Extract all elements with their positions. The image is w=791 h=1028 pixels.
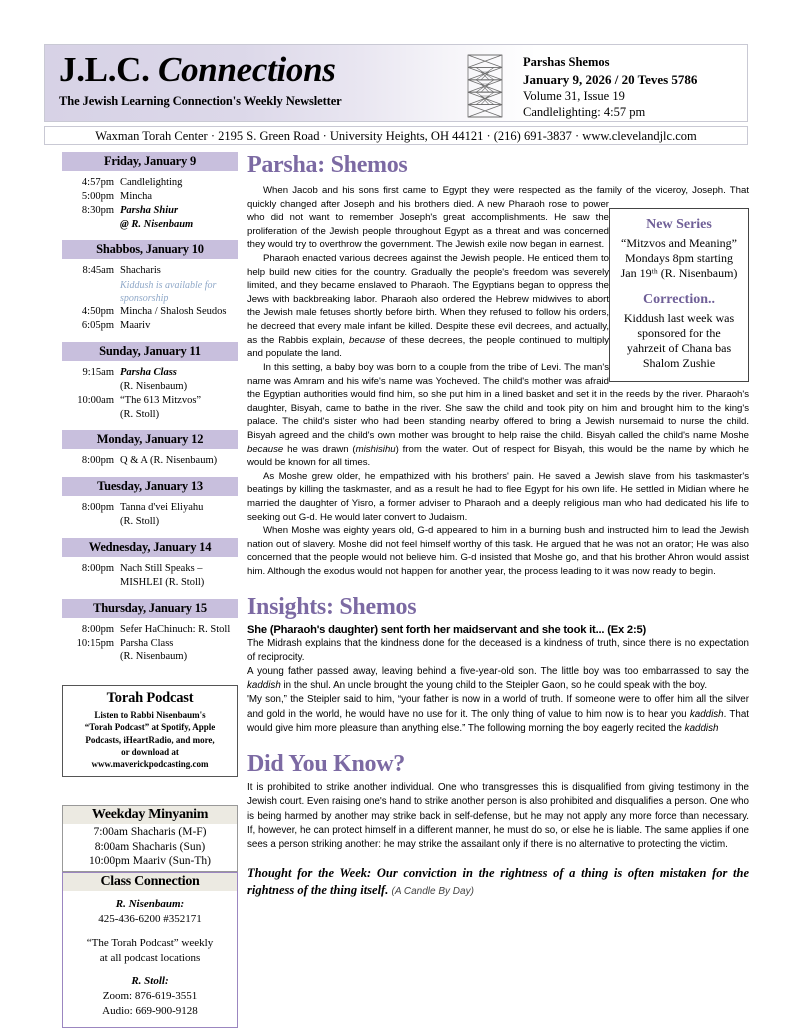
schedule-event xyxy=(62,319,238,333)
hourglass-stack-icon xyxy=(459,51,511,121)
schedule-event-time: 10:15pm xyxy=(76,637,114,649)
schedule-day-body xyxy=(62,171,238,240)
masthead-right xyxy=(523,54,753,121)
correction-lines xyxy=(615,311,743,371)
class-connection-entries xyxy=(63,891,237,1027)
schedule-day-header: Thursday, January 15 xyxy=(62,599,238,618)
schedule-event xyxy=(62,576,238,590)
schedule-event xyxy=(62,562,238,576)
candlelighting-time: Candlelighting: 4:57 pm xyxy=(523,105,646,120)
schedule-event-desc: Parsha Class xyxy=(120,367,177,379)
did-you-know-heading: Did You Know? xyxy=(247,751,405,778)
insights-paragraph: A young father passed away, leaving behind a five-year-old son. The little boy was too embarrassed to say the kaddish in the shul. An uncle brought the young child to the Steipler Gaon, so he could speak with the boy. xyxy=(247,666,749,692)
schedule-event xyxy=(62,176,238,190)
torah-podcast-line: www.maverickpodcasting.com xyxy=(91,758,209,769)
schedule-event-time: 8:00pm xyxy=(81,455,114,467)
masthead-left xyxy=(59,52,459,109)
parsha-name: Parshas Shemos xyxy=(523,55,610,69)
schedule-day-body xyxy=(62,259,238,342)
schedule-event xyxy=(62,366,238,380)
class-connection-name: R. Nisenbaum: xyxy=(115,898,185,911)
new-series-lines xyxy=(615,236,743,281)
weekday-minyanim-box xyxy=(62,805,238,872)
schedule-day-body xyxy=(62,449,238,477)
announcement-line: Kiddush last week was xyxy=(623,311,735,326)
schedule-event-desc: Nach Still Speaks – xyxy=(120,563,203,575)
schedule-event-desc: Candlelighting xyxy=(120,177,183,188)
schedule-event-time: 8:00pm xyxy=(81,502,114,514)
schedule-event-desc: (R. Nisenbaum) xyxy=(120,651,188,663)
schedule-event xyxy=(62,218,238,232)
schedule-day-body xyxy=(62,618,238,674)
schedule-day-body xyxy=(62,496,238,538)
insights-subheading: She (Pharaoh's daughter) sent forth her maidservant and she took it... (Ex 2:5) xyxy=(247,623,647,636)
kiddush-sponsorship-note: Kiddush is available for sponsorship xyxy=(120,280,217,305)
schedule-event-desc: (R. Nisenbaum) xyxy=(120,380,188,392)
torah-podcast-line: Listen to Rabbi Nisenbaum's xyxy=(94,710,206,721)
minyan-row: 7:00am Shacharis (M-F) xyxy=(93,826,207,839)
schedule-day-header: Wednesday, January 14 xyxy=(62,538,238,557)
schedule-day-header: Sunday, January 11 xyxy=(62,342,238,361)
class-connection-line: “The Torah Podcast” weekly xyxy=(86,936,214,949)
class-connection-line: Audio: 669-900-9128 xyxy=(102,1005,198,1018)
minyan-row: 8:00am Shacharis (Sun) xyxy=(94,840,206,853)
class-connection-line: Zoom: 876-619-3551 xyxy=(102,990,198,1003)
schedule-event-desc: Parsha Shiur xyxy=(120,204,179,216)
parsha-paragraph: As Moshe grew older, he empathized with his brothers' pain. He saved a Jewish slave from his taskmaster's beatings by killing the taskmaster, and as a result he had to flee Egypt for his own life. He settled in Midian where he married the daughter of Yisro, a former adviser to Pharaoh and a deeply religious man who had dedicated his life to seeking out G-d. He would later convert to Judaism. xyxy=(247,470,749,523)
schedule-event-desc: Maariv xyxy=(120,320,151,332)
schedule-event-desc: Mincha xyxy=(120,190,153,202)
schedule-list xyxy=(62,152,238,673)
schedule-event-desc: Tanna d'vei Eliyahu xyxy=(120,502,204,514)
schedule-event-time xyxy=(66,515,120,529)
schedule-event-time: 9:15am xyxy=(82,367,114,379)
schedule-event-desc: (R. Stoll) xyxy=(120,516,160,528)
thought-source: (A Candle By Day) xyxy=(391,885,474,897)
schedule-event-time: 6:05pm xyxy=(81,320,114,332)
class-connection-line: at all podcast locations xyxy=(99,951,201,964)
title-italic: Connections xyxy=(158,50,336,89)
schedule-event-time: 4:50pm xyxy=(81,306,114,318)
schedule-event-time xyxy=(66,218,120,232)
parsha-article xyxy=(247,184,749,579)
newsletter-subtitle: The Jewish Learning Connection's Weekly Newsletter xyxy=(59,93,342,108)
insights-heading: Insights: Shemos xyxy=(247,593,417,620)
schedule-day-body xyxy=(62,557,238,599)
parsha-paragraph: Pharaoh enacted various decrees against the Jewish people. He enticed them to help build new cities for the country. Gradually the people's freedom was severely limited, and they became enslaved to Pharaoh. The Egyptians began to oppress the Jews with backbreaking labor. Pharaoh also ordered the Hebrew midwives to abort the Jewish male fetuses shortly before birth. When they refused to follow his orders, he decreed that every male infant be killed. Despite these evil decrees, and actually, as the Rabbis explain, because of these decrees, the people continued to multiply and populate the land. xyxy=(247,253,609,360)
schedule-event-time: 4:57pm xyxy=(81,177,114,188)
schedule-day-body xyxy=(62,361,238,430)
schedule-event-time xyxy=(66,576,120,590)
announcements-box xyxy=(609,208,749,382)
schedule-event xyxy=(62,394,238,408)
title-plain: J.L.C. xyxy=(59,50,150,89)
weekday-minyanim-rows xyxy=(63,824,237,871)
schedule-day-header: Shabbos, January 10 xyxy=(62,240,238,259)
schedule-event-time: 10:00am xyxy=(77,394,114,406)
thought-text: Our conviction in the rightness of a thing is often mistaken for the rightness of the thing itself. xyxy=(247,866,750,897)
schedule-event xyxy=(62,454,238,468)
torah-podcast-line: “Torah Podcast” at Spotify, Apple xyxy=(84,722,216,733)
thought-for-the-week xyxy=(247,865,749,898)
announcement-line: “Mitzvos and Meaning” xyxy=(621,235,737,250)
schedule-event-desc: Q & A (R. Nisenbaum) xyxy=(120,455,218,467)
insights-paragraph: 'My son,” the Steipler said to him, “your father is now in a world of truth. If someone were to offer him all the silver and gold in the world, he would have no use for it. The only thing of value to him now is to hear you kaddish. That would give him more pleasure than anything else.” The following morning the boy eagerly recited the kaddish xyxy=(247,694,749,734)
torah-podcast-body xyxy=(69,709,231,770)
schedule-event-time: 8:00pm xyxy=(81,623,114,635)
schedule-event-time: 8:30pm xyxy=(81,204,114,216)
schedule-event-desc: Parsha Class xyxy=(120,637,174,649)
schedule-event xyxy=(62,305,238,319)
torah-podcast-line: or download at xyxy=(121,746,179,757)
weekday-minyanim-title: Weekday Minyanim xyxy=(63,806,237,824)
masthead xyxy=(44,44,748,122)
schedule-event-desc: @ R. Nisenbaum xyxy=(120,218,194,230)
did-you-know-paragraph: It is prohibited to strike another individual. One who transgresses this is disqualified from giving testimony in the Jewish court. Even raising one's hand to strike another person is also prohibited and disqualifies a person. One who is being harmed by another may strike back in self-defense, but he may not apply any more force than necessary. If, however, he can protect himself in a different manner, he must do so, or else he is liable. The same applies if one sees a person striking another: he may strike the assailant only if there is no alternative to protecting the victim. xyxy=(247,782,749,850)
schedule-event-desc: Sefer HaChinuch: R. Stoll xyxy=(120,623,231,635)
schedule-event xyxy=(62,380,238,394)
minyan-row: 10:00pm Maariv (Sun-Th) xyxy=(88,855,211,868)
schedule-event-desc: Mincha / Shalosh Seudos xyxy=(120,306,227,318)
issue-volume: Volume 31, Issue 19 xyxy=(523,88,625,103)
schedule-event xyxy=(62,650,238,664)
schedule-event-time: 5:00pm xyxy=(81,190,114,202)
schedule-event-desc: Shacharis xyxy=(120,265,161,277)
insights-paragraphs xyxy=(247,637,749,736)
torah-podcast-box xyxy=(62,685,238,777)
thought-label: Thought for the Week: xyxy=(247,866,372,881)
announcement-line: Mondays 8pm starting xyxy=(625,250,733,265)
schedule-event xyxy=(62,408,238,422)
class-connection-name: R. Stoll: xyxy=(131,974,169,987)
parsha-paragraph: When Jacob and his sons first came to Egypt they were respected as the family of the viceroy, Joseph. That quickly changed after Joseph and his brothers died. A new Pharaoh rose to power who did not want to remember Joseph's great accomplishments. He saw the proliferation of the Jewish people throughout Egypt as a threat and was concerned they would try to overthrow the government. The Jewish exile now began in earnest. xyxy=(247,185,749,251)
parsha-paragraph: In this setting, a baby boy was born to a couple from the tribe of Levi. The man's name was Amram and his wife's name was Yocheved. The child's mother was afraid the Egyptian authorities would find him, so she put him in a lined basket and set it in the reeds by the river. Pharaoh's daughter, Bisyah, came to bathe in the river. She saw the child and took pity on him and brought him to the king's palace. The child's sister who had been standing nearby offered to bring a Jewish nursemaid to nurse the child. Bisyah agreed and the child's own mother was brought to help raise the child. Bisyah called the child's name Moshe because he was drawn (mishisihu) from the water. Out of respect for Bisyah, this would be the name by which he would be known for all times. xyxy=(247,361,749,469)
main-content xyxy=(247,152,749,898)
class-connection-title: Class Connection xyxy=(63,873,237,891)
schedule-event-time xyxy=(66,650,120,664)
schedule-event xyxy=(62,190,238,204)
schedule-event xyxy=(62,204,238,218)
did-you-know-body xyxy=(247,781,749,852)
torah-podcast-line: Podcasts, iHeartRadio, and more, xyxy=(85,734,215,745)
schedule-day-header: Friday, January 9 xyxy=(62,152,238,171)
schedule-event-desc: (R. Stoll) xyxy=(120,408,160,420)
schedule-note xyxy=(62,278,238,305)
schedule-day-header: Monday, January 12 xyxy=(62,430,238,449)
announcement-line: Jan 19ᵗʰ (R. Nisenbaum) xyxy=(620,266,738,281)
schedule-event xyxy=(62,501,238,515)
schedule-event-time xyxy=(66,380,120,394)
correction-title: Correction.. xyxy=(642,292,716,308)
address-bar: Waxman Torah Center · 2195 S. Green Road · University Heights, OH 44121 · (216) 691-3837 · www.clevelandjlc.com xyxy=(44,126,748,145)
torah-podcast-title: Torah Podcast xyxy=(106,690,194,707)
schedule-event xyxy=(62,637,238,651)
schedule-event-time: 8:00pm xyxy=(81,563,114,575)
parsha-heading: Parsha: Shemos xyxy=(247,152,408,178)
announcement-line: Shalom Zushie xyxy=(642,356,716,371)
newsletter-title xyxy=(59,52,459,89)
announcement-line: yahrzeit of Chana bas xyxy=(626,341,732,356)
schedule-event-time xyxy=(66,408,120,422)
schedule-event-time: 8:45am xyxy=(82,265,114,277)
schedule-event xyxy=(62,264,238,278)
announcement-line: sponsored for the xyxy=(637,326,721,341)
new-series-title: New Series xyxy=(646,217,712,232)
parsha-paragraph: When Moshe was eighty years old, G-d appeared to him in a burning bush and instructed him to lead the Jewish nation out of slavery. Moshe did not feel himself worthy of this task. He argued that he was not an orator; He was also concerned that the people would not believe him. G-d insisted that Moshe go, and that his brother Ahron would assist him. Although the exodus would not happen for another year, the process leading to it was now ready to begin. xyxy=(247,525,749,578)
schedule-event xyxy=(62,515,238,529)
sidebar xyxy=(62,152,238,1028)
issue-date: January 9, 2026 / 20 Teves 5786 xyxy=(523,71,698,87)
insights-paragraph: The Midrash explains that the kindness done for the deceased is a kindness of truth, since there is no expectation of reciprocity. xyxy=(247,637,749,663)
schedule-day-header: Tuesday, January 13 xyxy=(62,477,238,496)
class-connection-box xyxy=(62,872,238,1028)
class-connection-line: 425-436-6200 #352171 xyxy=(98,913,202,926)
schedule-event-desc: “The 613 Mitzvos” xyxy=(120,394,202,406)
schedule-event-desc: MISHLEI (R. Stoll) xyxy=(120,576,205,588)
schedule-event xyxy=(62,623,238,637)
